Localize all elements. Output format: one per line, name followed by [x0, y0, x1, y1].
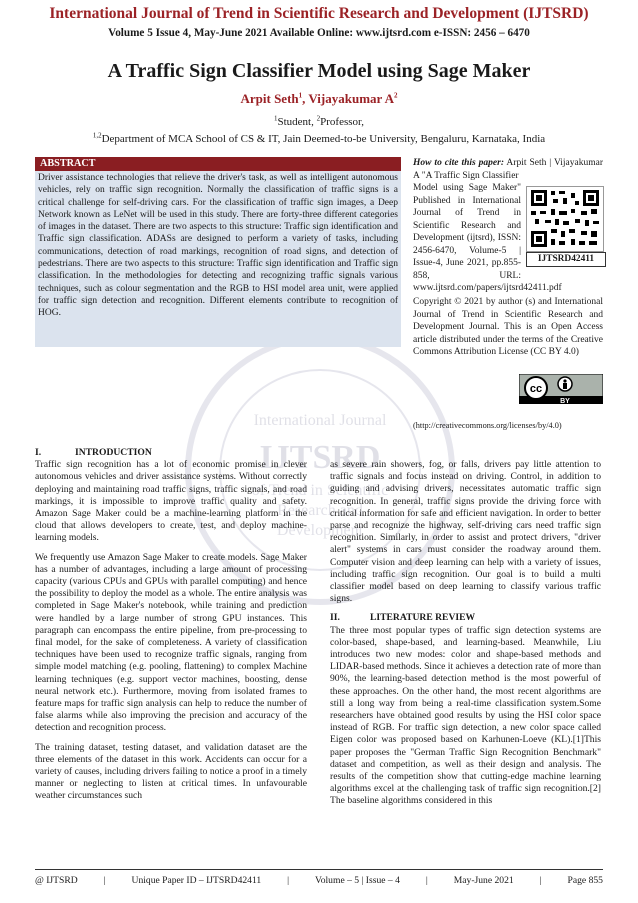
abstract-box — [35, 157, 401, 347]
paper-id-label: IJTSRD42411 — [526, 252, 606, 267]
copyright-notice — [413, 296, 603, 359]
cite-line-2: Model using Sage Maker" Published in International Journal of Trend in Scientific Research and Development (ijtsrd), ISSN: 2456-6470, Volume-5 | Issue-4, June 2021, pp.855-858, URL: www.ijtsrd.com/papers/ijtsrd42411.pdf — [413, 183, 562, 293]
journal-subtitle: Volume 5 Issue 4, May-June 2021 Available Online: www.ijtsrd.com e-ISSN: 2456 – 6470 — [108, 27, 530, 39]
affiliation-dept: $^{1,2}$Department of MCA School of CS & IT, Jain Deemed-to-be University, Bengaluru, Karnataka, India — [92, 131, 546, 145]
cite-label: How to cite this paper: — [413, 158, 504, 168]
footer-date: May-June 2021 — [453, 875, 514, 886]
watermark-line-3: Research and — [277, 502, 363, 519]
intro-paragraph-3: The training dataset, testing dataset, and validation dataset are the three elements of the dataset in this work. Accidents can occur for a variety of causes, including drivers failing to notice a proof in a timely manner or neglecting to listen at critical times. In unfavourable weather circumstances such — [35, 741, 307, 802]
intro-paragraph-continued: as severe rain showers, fog, or falls, drivers pay little attention to traffic signals and focus instead on driving. Control, in addition to guiding and advising drivers, necessitates automatic traffic sign recognition. In general, traffic signs provide the driving force with critical information for safe and efficient navigation. In order to better parse and recognize the highway, self-driving cars need traffic sign recognition. Similarly, in order to assist and protect drivers, "driver alert" systems in cars must consider the roadway around them. Computer vision and deep learning can help with a variety of issues, including traffic sign recognition. Our goal is to build a multi classifier model based on deep learning to classify various traffic signs. — [330, 459, 601, 605]
cc-badge-text: cc — [529, 383, 543, 395]
section-heading-introduction: I. INTRODUCTION — [35, 447, 152, 458]
cc-by-license-icon — [519, 374, 603, 404]
authors: Arpit Seth$^1$, Vijayakumar $A^2$ — [240, 91, 398, 106]
left-column — [35, 447, 307, 810]
author-2-sup: 2 — [394, 91, 398, 100]
watermark-line-1: International Journal — [253, 412, 387, 429]
paper-title: A Traffic Sign Classifier Model using Sage Maker — [107, 60, 531, 82]
footer-journal: @ IJTSRD — [35, 875, 78, 886]
cite-line-1: Arpit Seth | Vijayakumar A "A Traffic Sign Classifier — [413, 158, 603, 181]
section-heading-literature-review: II. LITERATURE REVIEW — [330, 612, 476, 624]
intro-paragraph-2: We frequently use Amazon Sage Maker to create models. Sage Maker has a number of advantages, including a large amount of processing capacity (various CPUs and GPUs with parallel computing) and hence the possibility to deploy the model as a whole. The entire analysis was completed in Sage Maker's notebook, while training and prediction were handled by a large number of strong GPU instances. This paragraph can encompass the entire pipeline, from pre-processing to final model, for the sake of completeness. A variety of classification techniques have been used to recognize traffic signals, ranging from simple model matching (e.g. pooling, flattening) to complex Machine learning techniques (e.g. support vector machines, boosting, dense neural network etc.). Furthermore, moving from isolated frames to feature maps for traffic sign analysis can help to reduce the number of false alarms while also improving the precision and accuracy of the detection and recognition process. — [35, 551, 307, 734]
license-url: (http://creativecommons.org/licenses/by/4.0) — [413, 421, 562, 430]
right-column — [330, 447, 601, 815]
author-1: Arpit Seth — [240, 91, 299, 106]
watermark-center: IJTSRD — [259, 439, 381, 476]
footer-rule — [35, 869, 603, 870]
journal-title: International Journal of Trend in Scientific Research and Development (IJTSRD) — [49, 5, 589, 22]
watermark-line-4: Development — [276, 522, 364, 539]
page-footer: @ IJTSRD | Unique Paper ID – IJTSRD42411 | Volume – 5 | Issue – 4 | May-June 2021 | Page 855 — [35, 875, 603, 886]
author-2: Vijayakumar A — [308, 91, 394, 106]
footer-volume: Volume – 5 | Issue – 4 — [315, 875, 400, 886]
literature-paragraph-1: The three most popular types of traffic sign detection systems are color-based, shape-based, and learning-based. Meanwhile, Liu introduces two new modes: color and shape-based methods and LIDAR-based methods. Since it achieves a detection rate of more than 90%, the learning-based detection method is the most powerful of these approaches. On the other hand, the most recent algorithms are still a long way from being a real-time classification system.Some researchers have obtained good results by using the HSI color space instead of RGB. For traffic sign detection, a new color space called Eigen color was proposed based on Karhunen-Loeve (KL).[1]This paper proposes the "German Traffic Sign Recognition Benchmark" dataset and competition, as well as their design and analysis. The results of the competition show that cutting-edge machine learning algorithms excel at the challenging task of traffic sign recognition.[2] The baseline algorithms considered in this — [330, 624, 601, 807]
watermark-line-2: of Trend in Scientific — [251, 482, 389, 499]
by-badge-text: BY — [560, 398, 570, 404]
abstract-heading: ABSTRACT — [35, 157, 401, 171]
copyright-text: Copyright © 2021 by author (s) and International Journal of Trend in Scientific Research and Development Journal. This is an Open Access article distributed under the terms of the Creative Commons Attribution License (CC BY 4.0) — [413, 297, 603, 357]
footer-paper-id: Unique Paper ID – IJTSRD42411 — [131, 875, 262, 886]
author-1-sup: 1 — [298, 91, 303, 100]
footer-page: Page 855 — [567, 875, 603, 886]
abstract-text: Driver assistance technologies that relieve the driver's task, as well as intelligent autonomous vehicles, rely on traffic sign recognition. Normally the classification of traffic signs is a critical challenge for self-driving cars. For the classification of traffic sign images, a Deep Network known as LeNet will be used in this study. There are forty-three different categories of images in the dataset. There are two aspects to this structure: Traffic sign identification and Traffic sign classification. ADASs are designed to perform a variety of tasks, including communications, detection of road markings, recognition of road signs, and detection of pedestrians. There are two aspects to this structure: Traffic sign identification and Traffic sign classification. In the methodologies for detecting and recognizing traffic signals various techniques, such as colour segmentation and the RGB to HSI model area unit, were applied for traffic sign detection and recognition. Different elements contribute to recognition of HOG. — [38, 173, 398, 319]
intro-paragraph-1: Traffic sign recognition has a lot of economic promise in clever autonomous vehicles and driver assistance systems. Without correctly deploying and maintaining road traffic signs, traffic signals, and road markings, it is impossible to improve traffic quality and safety. Amazon Sage Maker could be a machine-learning platform in the cloud that allows developers to create, test, and deploy machine-learning models. — [35, 459, 307, 544]
affiliation-roles: $^1$Student, $^2$Professor, — [274, 114, 364, 128]
qr-code-icon — [526, 186, 604, 252]
